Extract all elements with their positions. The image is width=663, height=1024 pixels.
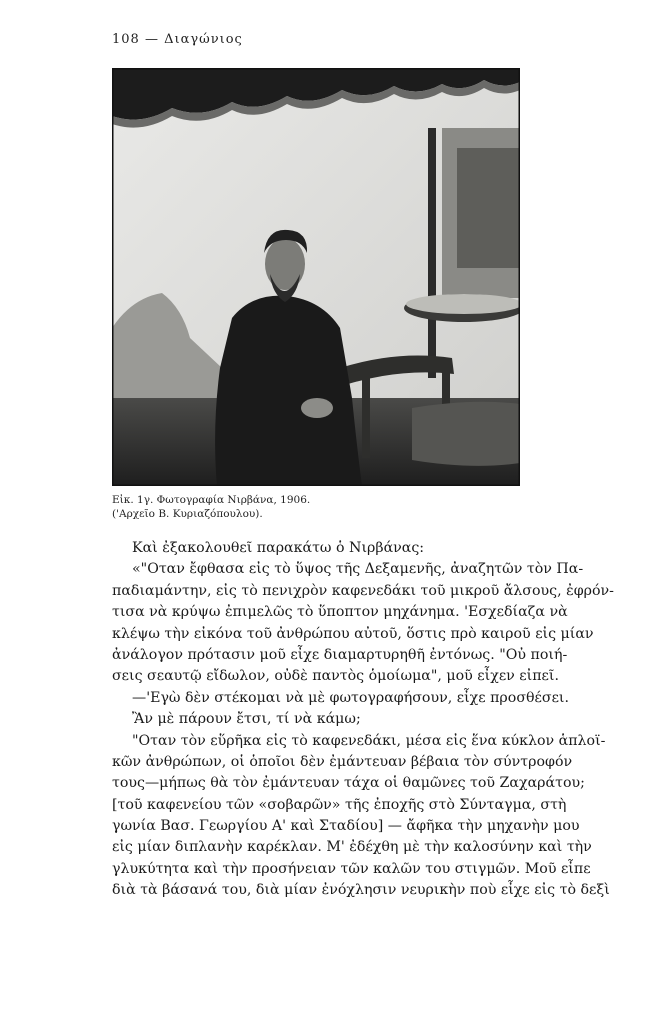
portrait-photograph	[112, 68, 520, 486]
text-line: σεις σεαυτῷ εἴδωλον, οὐδὲ παντὸς ὁμοίωμα", μοῦ εἶχεν εἰπεῖ.	[112, 668, 559, 685]
text-line: γωνία Βασ. Γεωργίου Α' καὶ Σταδίου] — ἄφῆκα τὴν μηχανὴν μου	[112, 818, 580, 835]
caption-line: Εἰκ. 1γ. Φωτογραφία Νιρβάνα, 1906.	[112, 494, 311, 506]
text-line: εἰς μίαν διπλανὴν καρέκλαν. Μ' ἐδέχθη μὲ τὴν καλοσύνην καὶ τὴν	[112, 839, 592, 856]
text-line: κλέψω τὴν εἰκόνα τοῦ ἀνθρώπου αὐτοῦ, ὅστις πρὸ καιροῦ εἰς μίαν	[112, 625, 594, 642]
text-line: γλυκύτητα καὶ τὴν προσήνειαν τῶν καλῶν του στιγμῶν. Μοῦ εἶπε	[112, 860, 591, 877]
body-text	[112, 538, 628, 902]
text-line: τους—μήπως θὰ τὸν ἐμάντευαν τάχα οἱ θαμῶνες τοῦ Ζαχαράτου;	[112, 775, 585, 792]
caption-line: ('Αρχεῖο Β. Κυριαζόπουλου).	[112, 508, 263, 520]
figure-caption	[112, 493, 310, 521]
text-line: διὰ τὰ βάσανά του, διὰ μίαν ἐνόχλησιν νευρικὴν ποὺ εἶχε εἰς τὸ δεξὶ	[112, 882, 610, 899]
text-line: [τοῦ καφενείου τῶν «σοβαρῶν» τῆς ἐποχῆς στὸ Σύνταγμα, στὴ	[112, 796, 567, 813]
text-line: παδιαμάντην, εἰς τὸ πενιχρὸν καφενεδάκι τοῦ μικροῦ ἄλσους, ἐφρόν-	[112, 582, 614, 599]
text-line: «"Οταν ἔφθασα εἰς τὸ ὕψος τῆς Δεξαμενῆς, ἀναζητῶν τὸν Πα-	[132, 561, 584, 578]
text-line: "Οταν τὸν εὕρῆκα εἰς τὸ καφενεδάκι, μέσα εἰς ἕνα κύκλον ἁπλοϊ-	[132, 732, 606, 749]
running-header: 108 — Διαγώνιος	[112, 32, 243, 47]
text-line: Καὶ ἐξακολουθεῖ παρακάτω ὁ Νιρβάνας:	[132, 540, 425, 556]
text-line: κῶν ἀνθρώπων, οἱ ὁποῖοι δὲν ἐμάντευαν βέβαια τὸν σύντροφόν	[112, 753, 573, 770]
text-line: —'Εγὼ δὲν στέκομαι νὰ μὲ φωτογραφήσουν, εἶχε προσθέσει.	[132, 689, 569, 706]
text-line: τισα νὰ κρύψω ἐπιμελῶς τὸ ὕποπτον μηχάνημα. 'Εσχεδίαζα νὰ	[112, 604, 568, 621]
text-line: ἀνάλογον πρότασιν μοῦ εἶχε διαμαρτυρηθῆ ἐντόνως. "Οὐ ποιή-	[112, 646, 568, 663]
text-line: Ἂν μὲ πάρουν ἔτσι, τί νὰ κάμω;	[132, 711, 361, 728]
